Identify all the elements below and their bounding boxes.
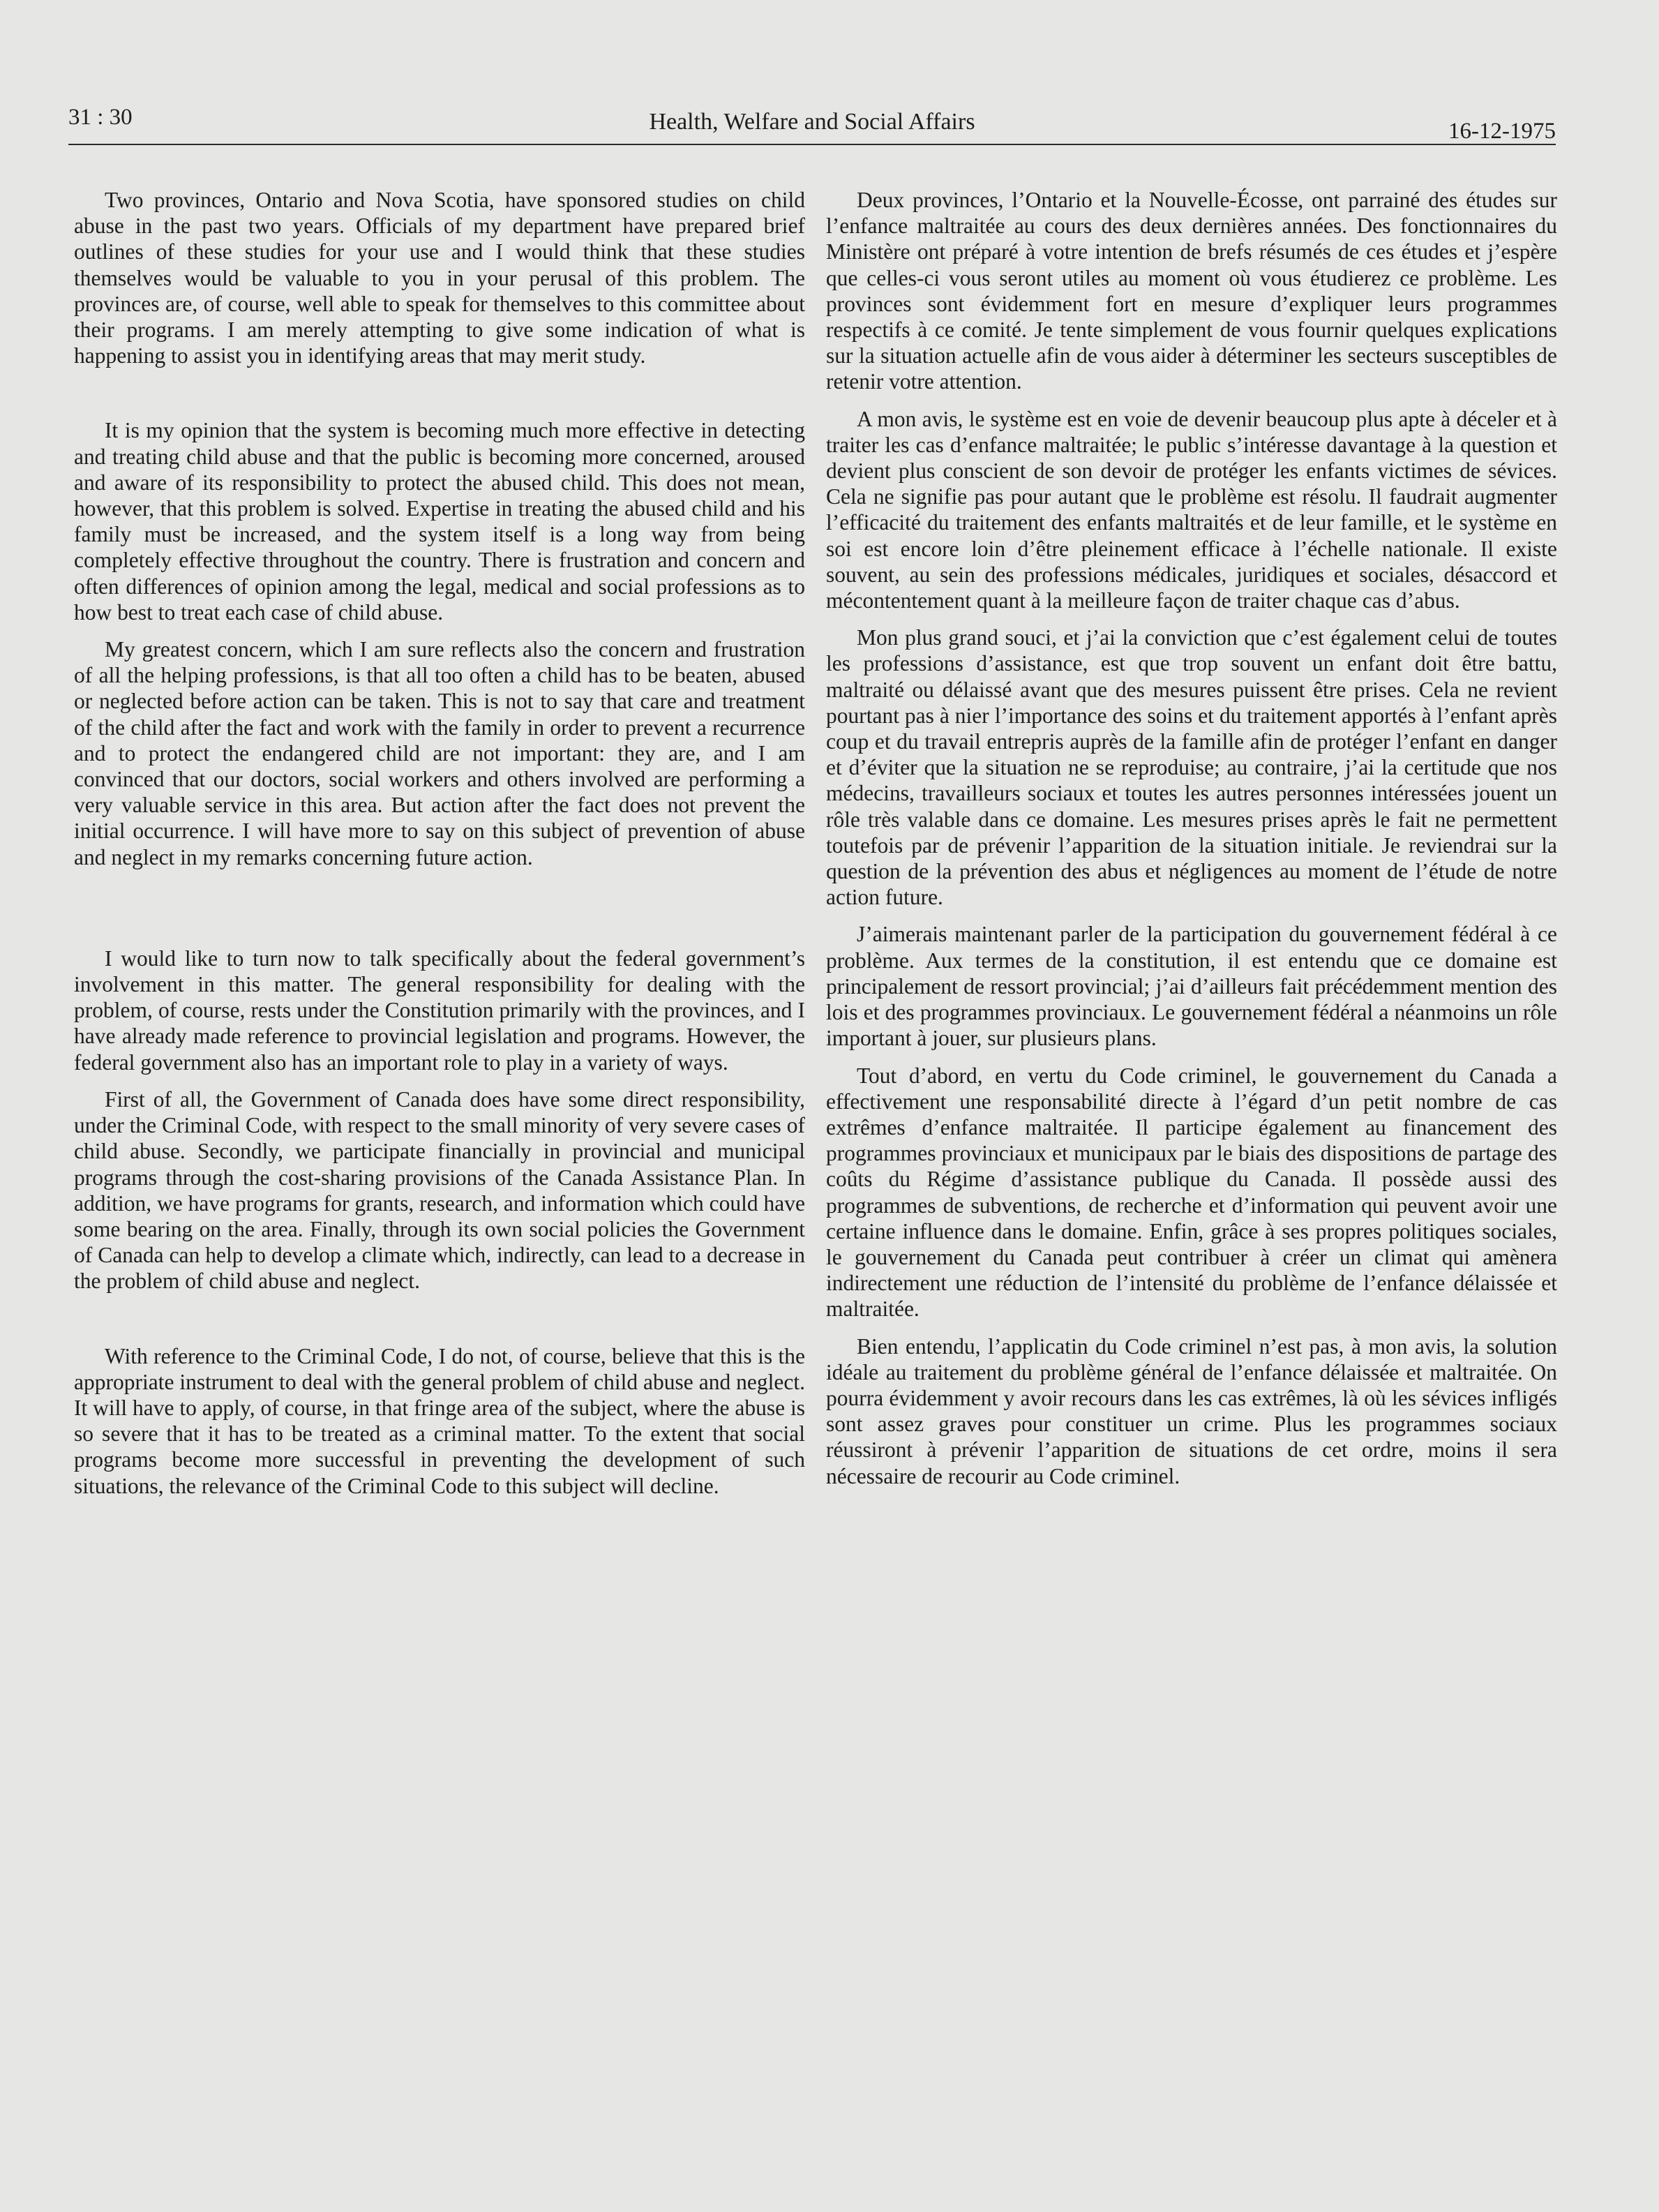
french-paragraph-3: Mon plus grand souci, et j’ai la conviction que c’est également celui de toutes les professions d’assistance, est que trop souvent un enfant doit être battu, maltraité ou délaissé avant que des mesures puissent être prises. Cela ne revient pourtant pas à nier l’importance des soins et du traitement apportés à l’enfant après coup et du travail entrepris auprès de la famille afin de protéger l’enfant en danger et d’éviter que la situation ne se reproduise; au contraire, j’ai la certitude que nos médecins, travailleurs sociaux et toutes les autres personnes intéressées jouent un rôle très valable dans ce domaine. Les mesures prises après le fait ne permettent toutefois par de prévenir l’apparition de la situation initiale. Je reviendrai sur la question de la prévention des abus et négligences au moment de l’étude de notre action future. [826, 625, 1557, 910]
french-column [826, 187, 1557, 1489]
english-paragraph-4: I would like to turn now to talk specifically about the federal government’s involvement in this matter. The general responsibility for dealing with the problem, of course, rests under the Constitution primarily with the provinces, and I have already made reference to provincial legislation and programs. However, the federal government also has an important role to play in a variety of ways. [74, 946, 805, 1075]
page-header [68, 99, 1556, 145]
page-date: 16-12-1975 [1448, 119, 1556, 144]
french-paragraph-1: Deux provinces, l’Ontario et la Nouvelle-Écosse, ont parrainé des études sur l’enfance maltraitée au cours des deux dernières années. Des fonctionnaires du Ministère ont préparé à votre intention de brefs résumés de ces études et j’espère que celles-ci vous seront utiles au moment où vous étudierez ce problème. Les provinces sont évidemment fort en mesure d’expliquer leurs programmes respectifs à ce comité. Je tente simplement de vous fournir quelques explications sur la situation actuelle afin de vous aider à déterminer les secteurs susceptibles de retenir votre attention. [826, 188, 1557, 394]
french-paragraph-5: Tout d’abord, en vertu du Code criminel, le gouvernement du Canada a effectivement une responsabilité directe à l’égard d’un petit nombre de cas extrêmes d’enfance maltraitée. Il participe également au financement des programmes provinciaux et municipaux par le biais des dispositions de partage des coûts du Régime d’assistance publique du Canada. Il possède aussi des programmes de subventions, de recherche et d’information qui peuvent avoir une certaine influence dans le domaine. Enfin, grâce à ses propres politiques sociales, le gouvernement du Canada peut contribuer à créer un climat qui amènera indirectement une réduction de l’intensité du problème de l’enfance délaissée et maltraitée. [826, 1063, 1557, 1322]
english-paragraph-2: It is my opinion that the system is becoming much more effective in detecting and treating child abuse and that the public is becoming more concerned, aroused and aware of its responsibility to protect the abused child. This does not mean, however, that this problem is solved. Expertise in treating the abused child and his family must be increased, and the system itself is a long way from being completely effective throughout the country. There is frustration and concern and often differences of opinion among the legal, medical and social professions as to how best to treat each case of child abuse. [74, 418, 805, 625]
french-paragraph-4: J’aimerais maintenant parler de la participation du gouvernement fédéral à ce problème. Aux termes de la constitution, il est entendu que ce domaine est principalement de ressort provincial; j’ai d’ailleurs fait précédemment mention des lois et des programmes provinciaux. Le gouvernement fédéral a néanmoins un rôle important à jouer, sur plusieurs plans. [826, 922, 1557, 1051]
english-paragraph-6: With reference to the Criminal Code, I do not, of course, believe that this is the appropriate instrument to deal with the general problem of child abuse and neglect. It will have to apply, of course, in that fringe area of the subject, where the abuse is so severe that it has to be treated as a criminal matter. To the extent that social programs become more successful in preventing the development of such situations, the relevance of the Criminal Code to this subject will decline. [74, 1343, 805, 1498]
english-paragraph-1: Two provinces, Ontario and Nova Scotia, have sponsored studies on child abuse in the past two years. Officials of my department have prepared brief outlines of these studies for your use and I would think that these studies themselves would be valuable to you in your perusal of this problem. The provinces are, of course, well able to speak for themselves to this committee about their programs. I am merely attempting to give some indication of what is happening to assist you in identifying areas that may merit study. [74, 188, 805, 368]
running-title: Health, Welfare and Social Affairs [649, 109, 975, 135]
english-paragraph-5: First of all, the Government of Canada does have some direct responsibility, under the Criminal Code, with respect to the small minority of very severe cases of child abuse. Secondly, we participate financially in provincial and municipal programs through the cost-sharing provisions of the Canada Assistance Plan. In addition, we have programs for grants, research, and information which could have some bearing on the area. Finally, through its own social policies the Government of Canada can help to develop a climate which, indirectly, can lead to a decrease in the problem of child abuse and neglect. [74, 1086, 805, 1294]
french-paragraph-6: Bien entendu, l’applicatin du Code criminel n’est pas, à mon avis, la solution idéale au traitement du problème général de l’enfance délaissée et maltraitée. On pourra évidemment y avoir recours dans les cas extrêmes, là où les sévices infligés sont assez graves pour constituer un crime. Plus les programmes sociaux réussiront à prévenir l’apparition de situations de cet ordre, moins il sera nécessaire de recourir au Code criminel. [826, 1333, 1557, 1488]
english-column [74, 187, 805, 1499]
english-paragraph-3: My greatest concern, which I am sure reflects also the concern and frustration of all the helping professions, is that all too often a child has to be beaten, abused or neglected before action can be taken. This is not to say that care and treatment of the child after the fact and work with the family in order to prevent a recurrence and to protect the endangered child are not important: they are, and I am convinced that our doctors, social workers and others involved are performing a very valuable service in this area. But action after the fact does not prevent the initial occurrence. I will have more to say on this subject of prevention of abuse and neglect in my remarks concerning future action. [74, 637, 805, 869]
french-paragraph-2: A mon avis, le système est en voie de devenir beaucoup plus apte à déceler et à traiter les cas d’enfance maltraitée; le public s’intéresse davantage à la question et devient plus conscient de son devoir de protéger les enfants victimes de sévices. Cela ne signifie pas pour autant que le problème est résolu. Il faudrait augmenter l’efficacité du traitement des enfants maltraités et de leur famille, et le système en soi est encore loin d’être pleinement efficace à l’échelle nationale. Il existe souvent, au sein des professions médicales, juridiques et sociales, désaccord et mécontentement quant à la meilleure façon de traiter chaque cas d’abus. [826, 406, 1557, 613]
page-number: 31 : 30 [68, 105, 133, 130]
